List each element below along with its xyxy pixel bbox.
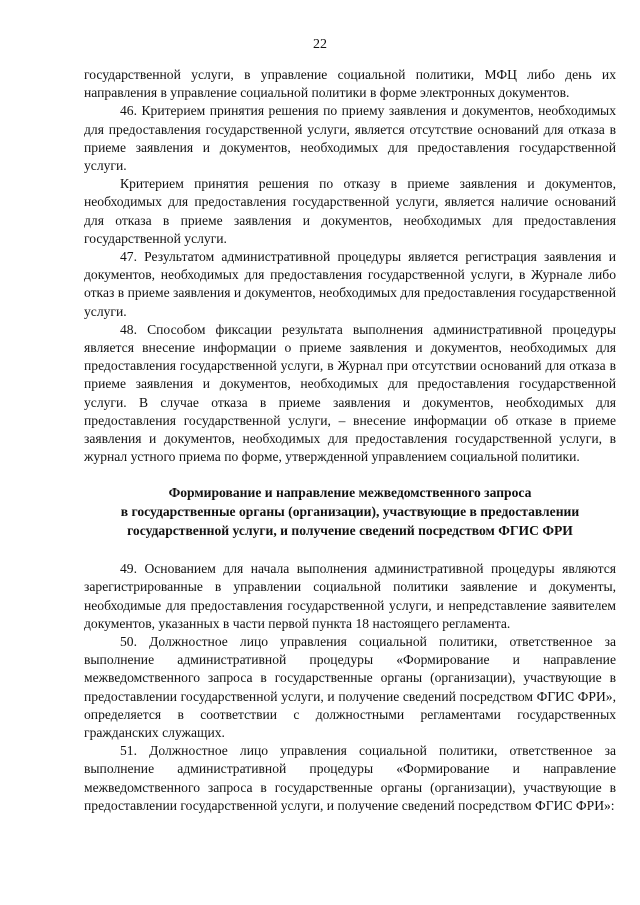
- document-body: [84, 66, 616, 815]
- paragraph-46: 46. Критерием принятия решения по приему заявления и документов, необходимых для предоставления государственной услуги, является отсутствие оснований для отказа в приеме заявления и документов, необходимых для предоставления государственной услуги.: [84, 103, 616, 174]
- section-heading: [84, 484, 616, 540]
- paragraph-continuation: государственной услуги, в управление социальной политики, МФЦ либо день их направления в управление социальной политики в форме электронных документов.: [84, 67, 616, 101]
- section-heading-line-3: государственной услуги, и получение сведений посредством ФГИС ФРИ: [127, 522, 573, 538]
- section-heading-line-2: в государственные органы (организации), участвующие в предоставлении: [120, 504, 580, 520]
- paragraph-46-refusal-criterion: Критерием принятия решения по отказу в приеме заявления и документов, необходимых для предоставления государственной услуги, является наличие оснований для отказа в приеме заявления и документов, необходимых для предоставления государственной услуги.: [84, 176, 616, 246]
- paragraph-47: 47. Результатом административной процедуры является регистрация заявления и документов, необходимых для предоставления государственной услуги, в Журнале либо отказ в приеме заявления и документов, необходимых для предоставления государственной услуги.: [84, 249, 616, 319]
- section-heading-line-1: Формирование и направление межведомственного запроса: [168, 485, 532, 501]
- paragraph-50: 50. Должностное лицо управления социальной политики, ответственное за выполнение административной процедуры «Формирование и направление межведомственного запроса в государственные органы (организации), участвующие в предоставлении государственной услуги, и получение сведений посредством ФГИС ФРИ», определяется в соответствии с должностными регламентами государственных гражданских служащих.: [84, 634, 616, 741]
- paragraph-49: 49. Основанием для начала выполнения административной процедуры являются зарегистрированные в управлении социальной политики заявление и документы, необходимые для предоставления государственной услуги, и непредставление заявителем документов, указанных в части первой пункта 18 настоящего регламента.: [84, 561, 616, 631]
- page-number: 22: [313, 37, 327, 52]
- paragraph-51: 51. Должностное лицо управления социальной политики, ответственное за выполнение административной процедуры «Формирование и направление межведомственного запроса в государственные органы (организации), участвующие в предоставлении государственной услуги, и получение сведений посредством ФГИС ФРИ»:: [84, 743, 616, 813]
- paragraph-48: 48. Способом фиксации результата выполнения административной процедуры является внесение информации о приеме заявления и документов, необходимых для предоставления государственной услуги, в Журнал при отсутствии оснований для отказа в приеме заявления и документов, необходимых для предоставления государственной услуги. В случае отказа в приеме заявления и документов, необходимых для предоставления государственной услуги, – внесение информации об отказе в приеме заявления и документов, необходимых для предоставления государственной услуги, в журнал устного приема по форме, утвержденной управлением социальной политики.: [84, 321, 616, 465]
